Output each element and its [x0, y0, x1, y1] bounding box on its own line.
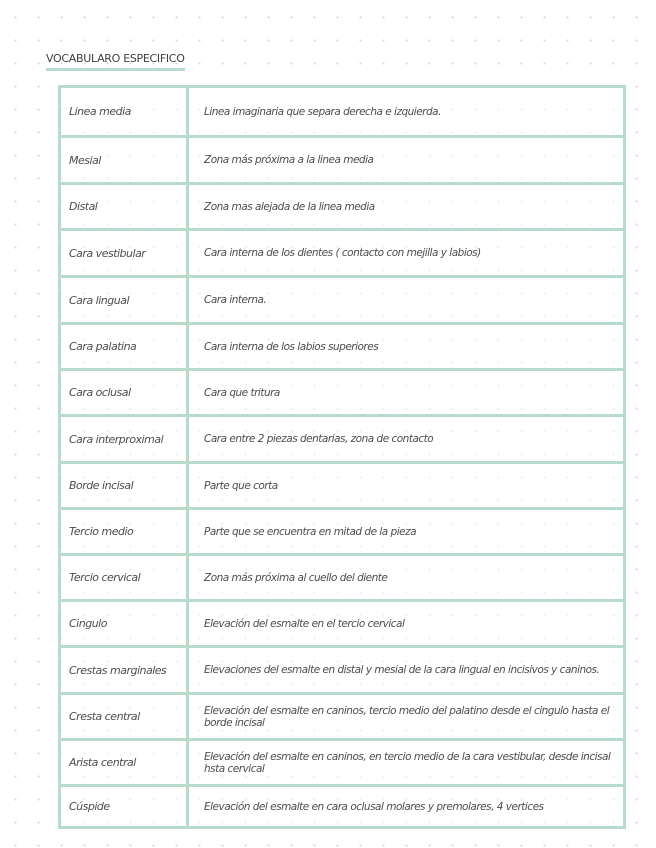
table-row [61, 553, 623, 599]
definition-cell: Cara entre 2 piezas dentarias, zona de contacto [204, 433, 434, 445]
table-row [61, 461, 623, 507]
term-cell: Cara interproximal [61, 417, 189, 461]
definition-cell: Cara que tritura [204, 386, 280, 399]
term-cell: Cingulo [61, 602, 189, 645]
term-cell: Crestas marginales [61, 648, 189, 692]
definition-cell: Zona mas alejada de la linea media [204, 200, 375, 213]
term-cell: Borde incisal [61, 464, 189, 507]
definition-cell: Zona más próxima a la linea media [204, 154, 374, 166]
definition-cell: Elevación del esmalte en caninos, tercio medio del palatino desde el cingulo hasta el borde incisal [204, 704, 610, 729]
definition-cell: Parte que corta [204, 479, 278, 492]
definition-cell: Elevación del esmalte en el tercio cervical [204, 617, 405, 630]
definition-cell: Elevación del esmalte en cara oclusal molares y premolares, 4 vertices [204, 800, 544, 813]
term-cell: Tercio medio [61, 510, 189, 553]
term-cell: Cara vestibular [61, 231, 189, 275]
table-row [61, 275, 623, 322]
table-row [61, 414, 623, 461]
definition-cell: Parte que se encuentra en mitad de la pieza [204, 525, 417, 538]
term-cell: Cara oclusal [61, 371, 189, 414]
table-row [61, 645, 623, 692]
table-row [61, 599, 623, 645]
term-cell: Cresta central [61, 695, 189, 738]
definition-cell: Linea imaginaria que separa derecha e izquierda. [204, 105, 441, 118]
table-row [61, 507, 623, 553]
table-row [61, 368, 623, 414]
definition-cell: Cara interna. [204, 294, 267, 306]
table-row [61, 88, 623, 135]
table-row [61, 228, 623, 275]
term-cell: Arista central [61, 741, 189, 784]
term-cell: Linea media [61, 88, 189, 135]
definition-cell: Zona más próxima al cuello del diente [204, 571, 388, 584]
term-cell: Mesial [61, 138, 189, 182]
term-cell: Cara lingual [61, 278, 189, 322]
term-cell: Distal [61, 185, 189, 228]
table-row [61, 182, 623, 228]
table-row [61, 692, 623, 738]
table-row [61, 784, 623, 826]
definition-cell: Elevación del esmalte en caninos, en tercio medio de la cara vestibular, desde incisal hsta cervical [204, 750, 611, 775]
definition-cell: Elevaciones del esmalte en distal y mesial de la cara lingual en incisivos y caninos. [204, 664, 600, 676]
table-row [61, 135, 623, 182]
vocabulary-table [58, 85, 626, 829]
table-row [61, 738, 623, 784]
term-cell: Tercio cervical [61, 556, 189, 599]
table-row [61, 322, 623, 368]
definition-cell: Cara interna de los dientes ( contacto con mejilla y labios) [204, 247, 481, 259]
term-cell: Cara palatina [61, 325, 189, 368]
page-title: VOCABULARO ESPECIFICO [46, 52, 185, 71]
term-cell: Cúspide [61, 787, 189, 826]
definition-cell: Cara interna de los labios superiores [204, 340, 379, 353]
